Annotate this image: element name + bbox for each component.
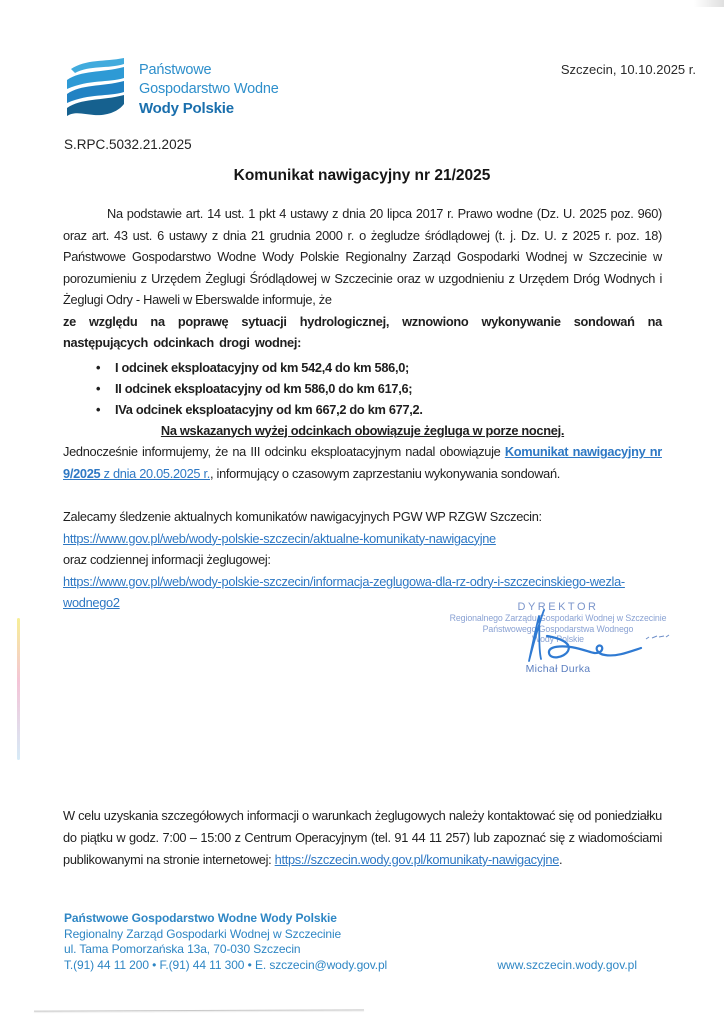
- document-title: Komunikat nawigacyjny nr 21/2025: [233, 167, 491, 184]
- signer-title: DYREKTOR: [517, 601, 599, 613]
- legal-basis-paragraph: Na podstawie art. 14 ust. 1 pkt 4 ustawy z dnia 20 lipca 2017 r. Prawo wodne (Dz. U. 2025 poz. 960) oraz art. 43 ust. 6 ustawy z dnia 21 grudnia 2000 r. o żegludze śródlądowej (t. j. Dz. U. z 2025 r. poz. 18) Państwowe Gospodarstwo Wodne Wody Polskie Regionalny Zarząd Gospodarki Wodnej w Szczecinie w porozumieniu z Urzędem Żeglugi Śródlądowej w Szczecinie oraz w uzgodnieniu z Urzędem Dróg Wodnych i Żeglugi Odry - Haweli w Eberswalde informuje, że: [63, 206, 662, 307]
- footer-address-block: [64, 911, 387, 973]
- paragraph-text: , informujący o czasowym zaprzestaniu wykonywania sondowań.: [210, 465, 561, 481]
- current-notices-url-link[interactable]: https://www.gov.pl/web/wody-polskie-szczecin/aktualne-komunikaty-nawigacyjne: [63, 530, 496, 546]
- footer-contacts: T.(91) 44 11 200 • F.(91) 44 11 300 • E. szczecin@wody.gov.pl: [64, 957, 388, 972]
- night-navigation-note: Na wskazanych wyżej odcinkach obowiązuje żegluga w porze nocnej.: [160, 422, 565, 438]
- document-date: Szczecin, 10.10.2025 r.: [560, 62, 696, 77]
- header-logo: [64, 56, 279, 120]
- wody-polskie-waves-icon: [64, 56, 126, 120]
- navigation-info-url-link[interactable]: https://www.gov.pl/web/wody-polskie-szczecin/informacja-zeglugowa-dla-rz-odry-i-szczecinskiego-wezla-wodnego2: [63, 573, 625, 610]
- logo-wordmark: [139, 56, 279, 120]
- signer-org-line-2: Państwowego Gospodarstwa Wodnego: [482, 623, 634, 634]
- bullet-icon: •: [96, 401, 101, 417]
- footer-org-name: Państwowe Gospodarstwo Wodne Wody Polskie: [64, 911, 337, 925]
- signer-name: Michał Durka: [525, 662, 591, 675]
- footer-address: ul. Tama Pomorzańska 13a, 70-030 Szczecin: [64, 942, 301, 956]
- list-item: [63, 399, 662, 420]
- scanner-color-artifact: [17, 618, 20, 760]
- document-reference-number: S.RPC.5032.21.2025: [64, 137, 192, 152]
- contact-text: W celu uzyskania szczegółowych informacji o warunkach żeglugowych należy kontaktować się od poniedziałku do piątku w godz. 7:00 – 15:00 z Centrum Operacyjnym (tel. 91 44 11 257) lub zapoznać się z wiadomościami publikowanymi na stronie internetowej:: [63, 807, 662, 867]
- list-item: [63, 357, 662, 378]
- footer-unit: Regionalny Zarząd Gospodarki Wodnej w Szczecinie: [64, 926, 342, 941]
- logo-line-2: Gospodarstwo Wodne: [139, 81, 279, 97]
- paragraph-text: Jednocześnie informujemy, że na III odcinku eksploatacyjnym nadal obowiązuje: [63, 444, 505, 459]
- contact-period: .: [559, 851, 563, 867]
- handwritten-signature-icon: [492, 608, 662, 670]
- section-three-paragraph: [63, 441, 662, 484]
- komunikaty-url-link[interactable]: https://szczecin.wody.gov.pl/komunikaty-nawigacyjne: [274, 851, 560, 867]
- daily-info-text: oraz codziennej informacji żeglugowej:: [63, 552, 271, 567]
- stamp-fragment-icon: [645, 631, 671, 643]
- section-list: [63, 357, 662, 420]
- bullet-icon: •: [96, 359, 101, 375]
- list-item: [63, 378, 662, 399]
- scan-streak-line: [34, 1009, 364, 1011]
- list-item-text: I odcinek eksploatacyjny od km 542,4 do km 586,0;: [115, 359, 409, 375]
- scan-corner-shadow: [694, 0, 724, 7]
- recommend-text: Zalecamy śledzenie aktualnych komunikatów nawigacyjnych PGW WP RZGW Szczecin:: [63, 509, 542, 524]
- list-item-text: II odcinek eksploatacyjny od km 586,0 do km 617,6;: [115, 380, 413, 396]
- signer-org-line-3: Wody Polskie: [532, 634, 584, 644]
- related-links-block: [63, 506, 662, 614]
- logo-line-1: Państwowe: [139, 62, 212, 78]
- komunikat-9-2025-link[interactable]: Komunikat nawigacyjny nr 9/2025: [63, 444, 662, 481]
- list-item-text: IVa odcinek eksploatacyjny od km 667,2 do km 677,2.: [115, 401, 423, 417]
- signer-org-line-1: Regionalnego Zarządu Gospodarki Wodnej w Szczecinie: [449, 613, 667, 623]
- contact-info-paragraph: [63, 805, 662, 871]
- bullet-icon: •: [96, 380, 101, 396]
- logo-line-3: Wody Polskie: [139, 100, 234, 117]
- komunikat-9-2025-date-link[interactable]: z dnia 20.05.2025 r.: [100, 465, 211, 481]
- footer-website: www.szczecin.wody.gov.pl: [497, 958, 637, 972]
- resumption-note: ze względu na poprawę sytuacji hydrologicznej, wznowiono wykonywanie sondowań na następujących odcinkach drogi wodnej:: [63, 313, 662, 350]
- document-body: [63, 203, 662, 614]
